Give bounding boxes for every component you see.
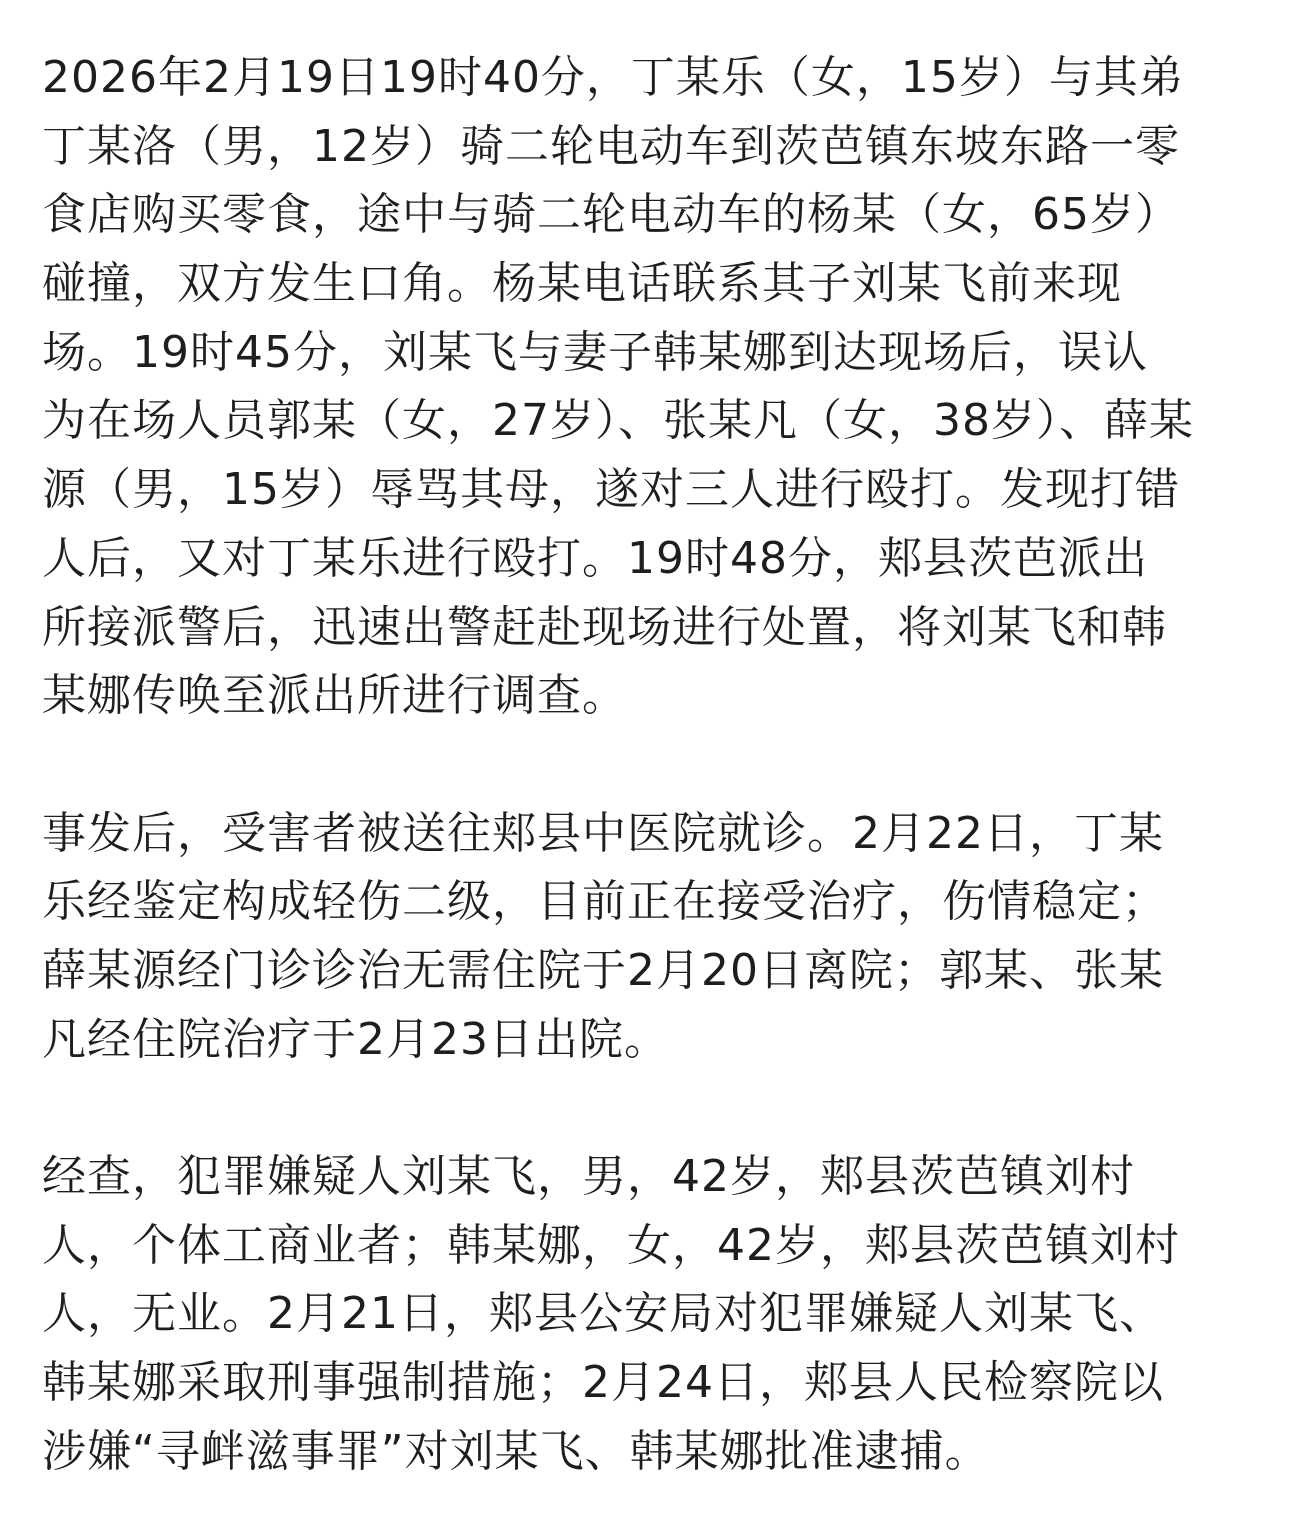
text-line: 碰撞，双方发生口角。杨某电话联系其子刘某飞前来现	[42, 258, 1122, 310]
paragraph-spacer	[42, 1074, 1248, 1143]
text-line: 食店购买零食，途中与骑二轮电动车的杨某（女，65岁）	[42, 189, 1180, 241]
article-body	[42, 44, 1248, 1486]
text-line: 某娜传唤至派出所进行调查。	[42, 670, 627, 722]
text-line: 丁某洛（男，12岁）骑二轮电动车到茨芭镇东坡东路一零	[42, 120, 1180, 172]
text-line: 人后，又对丁某乐进行殴打。19时48分，郏县茨芭派出	[42, 532, 1148, 584]
text-line: 事发后，受害者被送往郏县中医院就诊。2月22日，丁某	[42, 807, 1164, 859]
text-line: 源（男，15岁）辱骂其母，遂对三人进行殴打。发现打错	[42, 464, 1180, 516]
text-line: 薛某源经门诊诊治无需住院于2月20日离院；郭某、张某	[42, 944, 1164, 996]
text-line: 所接派警后，迅速出警赶赴现场进行处置，将刘某飞和韩	[42, 601, 1167, 653]
paragraph-2	[42, 800, 1248, 1075]
text-line: 凡经住院治疗于2月23日出院。	[42, 1013, 669, 1065]
text-line: 场。19时45分，刘某飞与妻子韩某娜到达现场后，误认	[42, 326, 1148, 378]
text-line: 韩某娜采取刑事强制措施；2月24日，郏县人民检察院以	[42, 1357, 1164, 1409]
text-line: 涉嫌“寻衅滋事罪”对刘某飞、韩某娜批准逮捕。	[42, 1425, 990, 1477]
text-line: 为在场人员郭某（女，27岁）、张某凡（女，38岁）、薛某	[42, 395, 1194, 447]
paragraph-1	[42, 44, 1248, 731]
text-line: 经查，犯罪嫌疑人刘某飞，男，42岁，郏县茨芭镇刘村	[42, 1151, 1135, 1202]
paragraph-spacer	[42, 731, 1248, 800]
text-line: 人，个体工商业者；韩某娜，女，42岁，郏县茨芭镇刘村	[42, 1219, 1180, 1271]
text-line: 2026年2月19日19时40分，丁某乐（女，15岁）与其弟	[42, 52, 1184, 103]
text-line: 人，无业。2月21日，郏县公安局对犯罪嫌疑人刘某飞、	[42, 1288, 1164, 1340]
text-line: 乐经鉴定构成轻伤二级，目前正在接受治疗，伤情稳定；	[42, 876, 1167, 928]
paragraph-3	[42, 1143, 1248, 1486]
